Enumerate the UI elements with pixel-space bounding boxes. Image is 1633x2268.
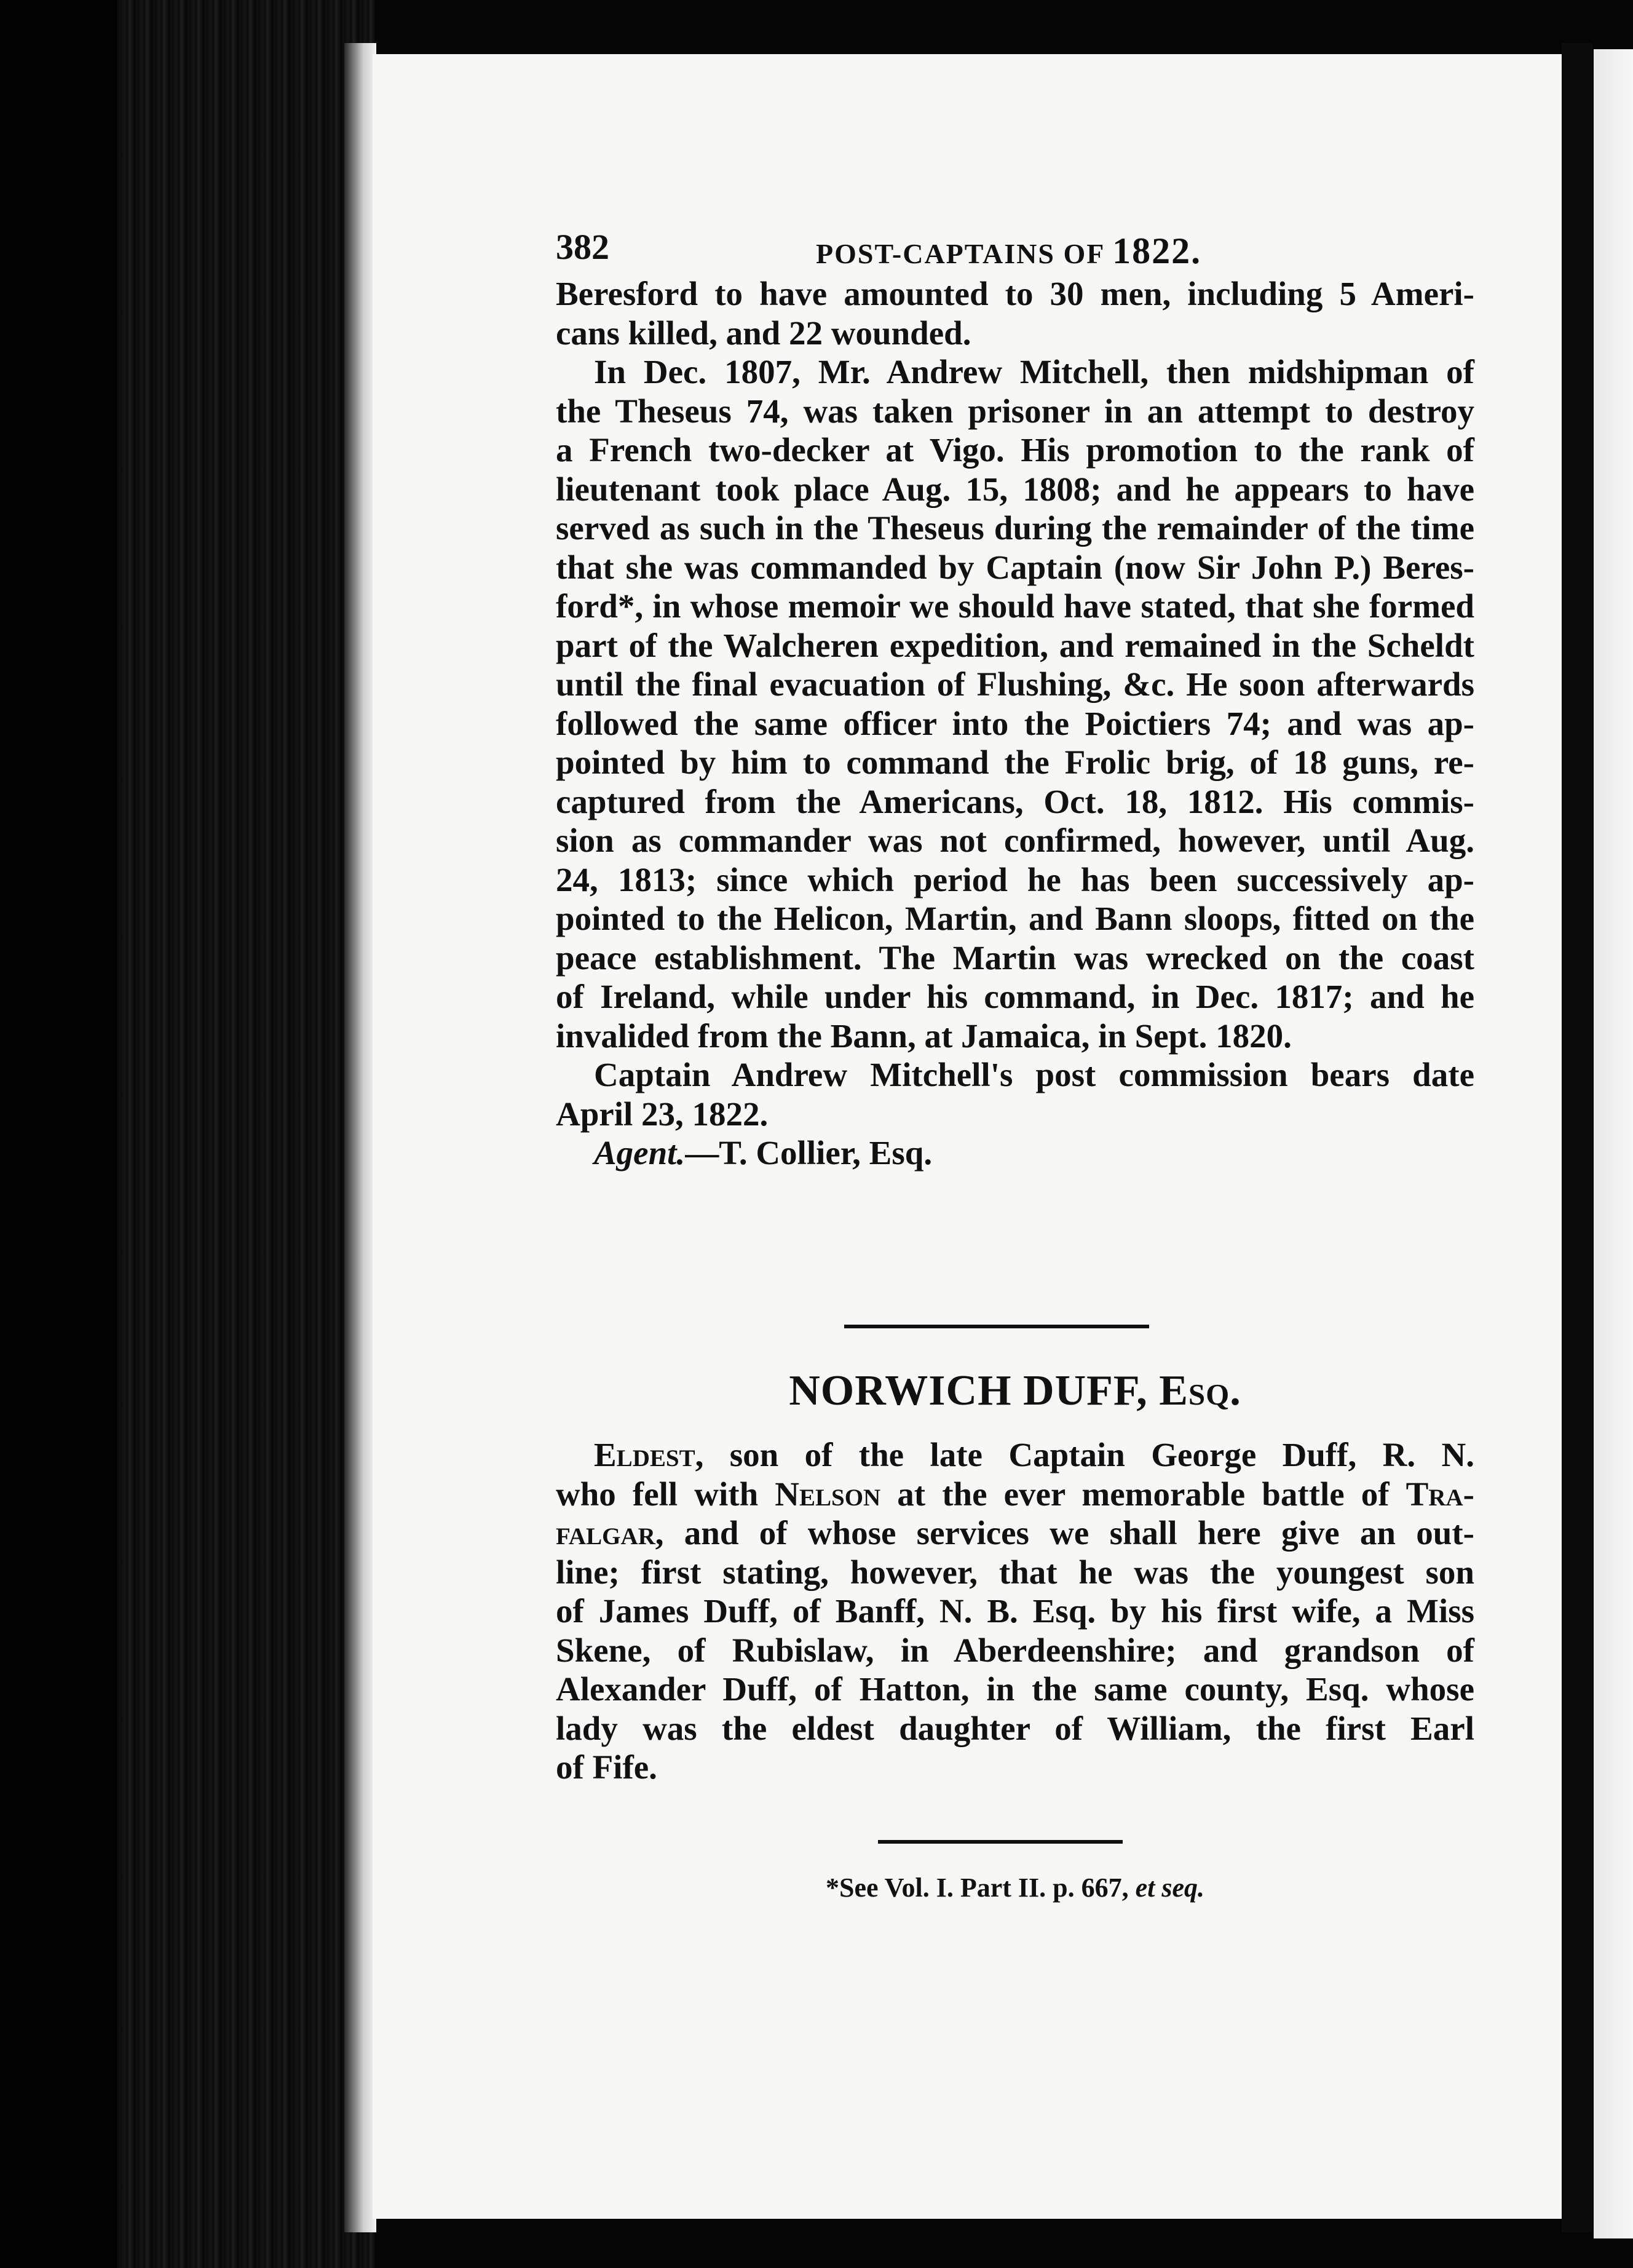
page-gutter-right (1562, 43, 1592, 2232)
text-line: invalided from the Bann, at Jamaica, in Sept. 1820. (556, 1017, 1292, 1055)
duff-memoir (556, 1435, 1474, 1787)
text-line: sion as commander was not confirmed, however, until Aug. (556, 822, 1474, 859)
memoir-heading-name: NORWICH DUFF, (789, 1367, 1160, 1414)
running-title-text: POST-CAPTAINS OF (816, 238, 1113, 269)
text-line: of Fife. (556, 1748, 657, 1786)
memoir-heading (556, 1366, 1474, 1416)
binding-shadow (0, 0, 117, 2268)
text-line: peace establishment. The Martin was wrecked on the coast (556, 938, 1474, 977)
text-line: served as such in the Theseus during the remainder of the time (556, 509, 1474, 547)
text-segment: Nelson (775, 1475, 881, 1513)
text-line: the Theseus 74, was taken prisoner in an attempt to destroy (556, 392, 1474, 430)
text-line: April 23, 1822. (556, 1095, 769, 1133)
text-line: 24, 1813; since which period he has been successively ap- (556, 860, 1474, 898)
text-segment: at the ever memorable battle of (880, 1475, 1406, 1513)
text-line: Captain Andrew Mitchell's post commission bears date (594, 1056, 1474, 1093)
mitchell-memoir (556, 274, 1474, 1173)
text-line: ford*, in whose memoir we should have stated, that she formed (556, 587, 1474, 625)
text-line: followed the same officer into the Poictiers 74; and was ap- (556, 704, 1474, 742)
text-line: Alexander Duff, of Hatton, in the same county, Esq. whose (556, 1670, 1474, 1708)
agent-name: —T. Collier, Esq. (685, 1134, 933, 1172)
text-line: line; first stating, however, that he was the youngest son (556, 1553, 1474, 1591)
agent-line (556, 1133, 1474, 1173)
text-line: a French two-decker at Vigo. His promotion to the rank of (556, 431, 1474, 469)
text-segment: Tra- (1406, 1475, 1474, 1513)
page-number: 382 (556, 227, 609, 267)
agent-label: Agent. (594, 1134, 686, 1172)
text-line: part of the Walcheren expedition, and remained in the Scheldt (556, 626, 1474, 664)
footnote-rule (878, 1840, 1123, 1844)
text-line: captured from the Americans, Oct. 18, 1812. His commis- (556, 782, 1474, 820)
text-line (556, 1435, 1474, 1475)
footnote-et-seq: et seq. (1135, 1873, 1204, 1903)
text-line: pointed to the Helicon, Martin, and Bann sloops, fitted on the (556, 900, 1474, 937)
memoir-heading-esq: Esq. (1159, 1367, 1241, 1414)
text-line: Skene, of Rubislaw, in Aberdeenshire; and grandson of (556, 1631, 1474, 1669)
text-segment: who fell with (556, 1475, 775, 1513)
running-head (556, 226, 1474, 269)
footnote (556, 1872, 1474, 1903)
text-line: In Dec. 1807, Mr. Andrew Mitchell, then midshipman of (594, 353, 1474, 391)
running-title-year: 1822. (1112, 231, 1202, 271)
text-line: of James Duff, of Banff, N. B. Esq. by his first wife, a Miss (556, 1592, 1474, 1630)
text-segment: , and of whose services we shall here give an out- (655, 1514, 1474, 1552)
text-line (556, 1475, 1474, 1514)
section-rule (844, 1325, 1149, 1328)
text-line: pointed by him to command the Frolic brig, of 18 guns, re- (556, 743, 1474, 781)
text-line: lady was the eldest daughter of William, the first Earl (556, 1709, 1474, 1747)
footnote-text: *See Vol. I. Part II. p. 667, (826, 1873, 1136, 1903)
drop-word: Eldest (594, 1436, 695, 1473)
text-line: Beresford to have amounted to 30 men, including 5 Ameri- (556, 275, 1474, 312)
text-line: until the final evacuation of Flushing, &c. He soon afterwards (556, 665, 1474, 703)
text-segment: falgar (556, 1514, 655, 1552)
page-left-edge (344, 43, 376, 2232)
text-line: that she was commanded by Captain (now Sir John P.) Beres- (556, 548, 1474, 586)
text-line: lieutenant took place Aug. 15, 1808; and he appears to have (556, 470, 1474, 508)
text-line: cans killed, and 22 wounded. (556, 314, 971, 352)
facing-page-edge (1594, 49, 1633, 2238)
text-segment: , son of the late Captain George Duff, R. N. (695, 1436, 1474, 1473)
text-line (556, 1513, 1474, 1553)
running-title (816, 230, 1201, 272)
text-line: of Ireland, while under his command, in Dec. 1817; and he (556, 978, 1474, 1015)
